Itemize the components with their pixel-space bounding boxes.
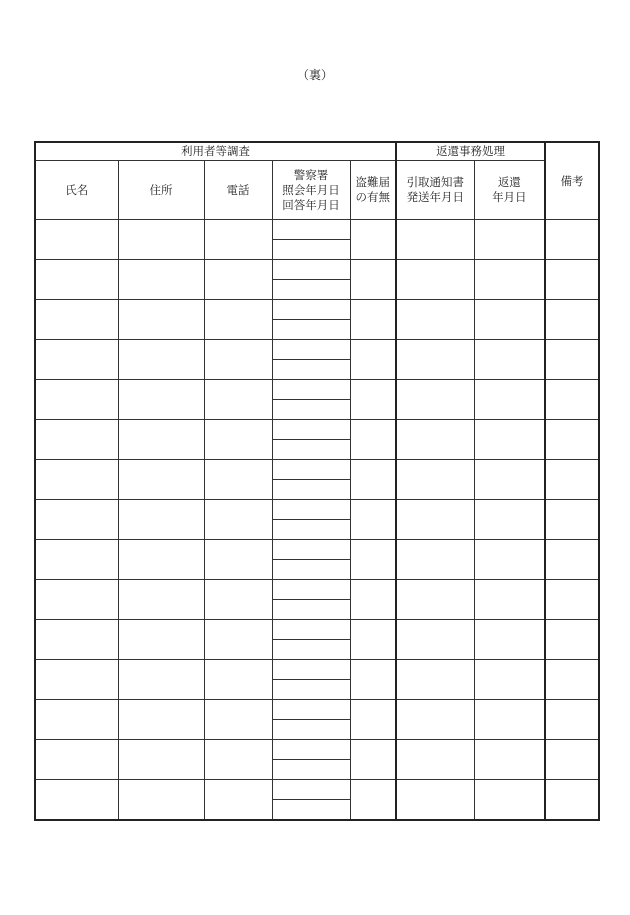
survey-group-header: 利用者等調査 xyxy=(35,142,396,161)
remarks-cell[interactable] xyxy=(545,380,599,420)
remarks-cell[interactable] xyxy=(545,700,599,740)
phone-cell[interactable] xyxy=(204,700,272,740)
return-date-header: 返還 年月日 xyxy=(474,161,545,220)
address-cell[interactable] xyxy=(118,260,204,300)
theft-report-cell[interactable] xyxy=(350,780,396,821)
table-row xyxy=(35,780,599,800)
table-row xyxy=(35,260,599,280)
phone-cell[interactable] xyxy=(204,220,272,260)
police-answer-date-cell[interactable] xyxy=(272,320,350,340)
remarks-cell[interactable] xyxy=(545,260,599,300)
police-answer-date-cell[interactable] xyxy=(272,440,350,460)
remarks-cell[interactable] xyxy=(545,660,599,700)
phone-cell[interactable] xyxy=(204,500,272,540)
police-inquiry-header: 警察署 照会年月日 回答年月日 xyxy=(272,161,350,220)
name-cell[interactable] xyxy=(35,500,118,540)
address-header: 住所 xyxy=(118,161,204,220)
theft-report-cell[interactable] xyxy=(350,420,396,460)
pickup-notice-date-cell[interactable] xyxy=(396,660,474,700)
phone-cell[interactable] xyxy=(204,740,272,780)
remarks-cell[interactable] xyxy=(545,340,599,380)
phone-cell[interactable] xyxy=(204,660,272,700)
table-row xyxy=(35,620,599,640)
name-header: 氏名 xyxy=(35,161,118,220)
address-cell[interactable] xyxy=(118,540,204,580)
table-row xyxy=(35,220,599,240)
phone-cell[interactable] xyxy=(204,380,272,420)
police-inquiry-date-cell[interactable] xyxy=(272,780,350,800)
remarks-cell[interactable] xyxy=(545,420,599,460)
pickup-notice-date-cell[interactable] xyxy=(396,420,474,460)
return-date-cell[interactable] xyxy=(474,460,545,500)
police-inquiry-date-cell[interactable] xyxy=(272,500,350,520)
address-cell[interactable] xyxy=(118,700,204,740)
return-date-cell[interactable] xyxy=(474,380,545,420)
name-cell[interactable] xyxy=(35,740,118,780)
address-cell[interactable] xyxy=(118,780,204,821)
name-cell[interactable] xyxy=(35,220,118,260)
name-cell[interactable] xyxy=(35,420,118,460)
theft-report-cell[interactable] xyxy=(350,700,396,740)
theft-report-cell[interactable] xyxy=(350,540,396,580)
pickup-notice-date-cell[interactable] xyxy=(396,340,474,380)
phone-cell[interactable] xyxy=(204,300,272,340)
remarks-cell[interactable] xyxy=(545,580,599,620)
address-cell[interactable] xyxy=(118,580,204,620)
police-answer-date-cell[interactable] xyxy=(272,720,350,740)
police-inquiry-date-cell[interactable] xyxy=(272,420,350,440)
police-answer-date-cell[interactable] xyxy=(272,640,350,660)
pickup-notice-date-cell[interactable] xyxy=(396,220,474,260)
name-cell[interactable] xyxy=(35,780,118,821)
address-cell[interactable] xyxy=(118,740,204,780)
group-header-row xyxy=(35,142,599,161)
phone-cell[interactable] xyxy=(204,780,272,821)
column-header-row xyxy=(35,161,599,220)
pickup-notice-date-cell[interactable] xyxy=(396,300,474,340)
return-date-cell[interactable] xyxy=(474,500,545,540)
name-cell[interactable] xyxy=(35,260,118,300)
police-answer-date-cell[interactable] xyxy=(272,600,350,620)
police-inquiry-date-cell[interactable] xyxy=(272,580,350,600)
theft-report-cell[interactable] xyxy=(350,260,396,300)
police-inquiry-date-cell[interactable] xyxy=(272,700,350,720)
table-row xyxy=(35,580,599,600)
remarks-cell[interactable] xyxy=(545,740,599,780)
table-row xyxy=(35,500,599,520)
address-cell[interactable] xyxy=(118,460,204,500)
theft-report-cell[interactable] xyxy=(350,220,396,260)
pickup-notice-date-cell[interactable] xyxy=(396,740,474,780)
remarks-cell[interactable] xyxy=(545,540,599,580)
phone-cell[interactable] xyxy=(204,340,272,380)
police-answer-date-cell[interactable] xyxy=(272,360,350,380)
remarks-cell[interactable] xyxy=(545,220,599,260)
pickup-notice-date-cell[interactable] xyxy=(396,580,474,620)
police-answer-date-cell[interactable] xyxy=(272,680,350,700)
name-cell[interactable] xyxy=(35,300,118,340)
police-answer-date-cell[interactable] xyxy=(272,760,350,780)
police-inquiry-date-cell[interactable] xyxy=(272,220,350,240)
theft-report-header: 盗難届 の有無 xyxy=(350,161,396,220)
table-row xyxy=(35,660,599,680)
remarks-cell[interactable] xyxy=(545,780,599,821)
table-row xyxy=(35,540,599,560)
police-answer-date-cell[interactable] xyxy=(272,480,350,500)
return-date-cell[interactable] xyxy=(474,220,545,260)
name-cell[interactable] xyxy=(35,620,118,660)
remarks-header: 備考 xyxy=(545,142,599,220)
pickup-notice-date-cell[interactable] xyxy=(396,460,474,500)
page-title: （裏） xyxy=(296,68,333,82)
police-inquiry-date-cell[interactable] xyxy=(272,660,350,680)
ledger-table xyxy=(34,141,600,821)
theft-report-cell[interactable] xyxy=(350,740,396,780)
police-answer-date-cell[interactable] xyxy=(272,800,350,821)
police-answer-date-cell[interactable] xyxy=(272,520,350,540)
address-cell[interactable] xyxy=(118,420,204,460)
phone-cell[interactable] xyxy=(204,620,272,660)
police-answer-date-cell[interactable] xyxy=(272,280,350,300)
pickup-notice-date-cell[interactable] xyxy=(396,500,474,540)
phone-cell[interactable] xyxy=(204,460,272,500)
return-date-cell[interactable] xyxy=(474,420,545,460)
return-date-cell[interactable] xyxy=(474,300,545,340)
police-inquiry-date-cell[interactable] xyxy=(272,540,350,560)
table-row xyxy=(35,740,599,760)
address-cell[interactable] xyxy=(118,620,204,660)
remarks-cell[interactable] xyxy=(545,460,599,500)
table-row xyxy=(35,460,599,480)
pickup-notice-date-cell[interactable] xyxy=(396,780,474,821)
address-cell[interactable] xyxy=(118,340,204,380)
table-row xyxy=(35,300,599,320)
police-inquiry-date-cell[interactable] xyxy=(272,260,350,280)
return-date-cell[interactable] xyxy=(474,580,545,620)
police-answer-date-cell[interactable] xyxy=(272,560,350,580)
return-date-cell[interactable] xyxy=(474,660,545,700)
remarks-cell[interactable] xyxy=(545,300,599,340)
pickup-notice-date-cell[interactable] xyxy=(396,700,474,740)
name-cell[interactable] xyxy=(35,700,118,740)
police-inquiry-date-cell[interactable] xyxy=(272,620,350,640)
theft-report-cell[interactable] xyxy=(350,660,396,700)
name-cell[interactable] xyxy=(35,460,118,500)
police-inquiry-date-cell[interactable] xyxy=(272,340,350,360)
return-group-header: 返還事務処理 xyxy=(396,142,545,161)
address-cell[interactable] xyxy=(118,220,204,260)
name-cell[interactable] xyxy=(35,380,118,420)
table-row xyxy=(35,340,599,360)
table-row xyxy=(35,700,599,720)
pickup-notice-date-cell[interactable] xyxy=(396,540,474,580)
police-answer-date-cell[interactable] xyxy=(272,240,350,260)
phone-header: 電話 xyxy=(204,161,272,220)
theft-report-cell[interactable] xyxy=(350,460,396,500)
remarks-cell[interactable] xyxy=(545,500,599,540)
pickup-notice-date-cell[interactable] xyxy=(396,380,474,420)
name-cell[interactable] xyxy=(35,540,118,580)
return-date-cell[interactable] xyxy=(474,740,545,780)
ledger-body xyxy=(35,220,599,821)
address-cell[interactable] xyxy=(118,500,204,540)
return-date-cell[interactable] xyxy=(474,260,545,300)
table-row xyxy=(35,380,599,400)
police-answer-date-cell[interactable] xyxy=(272,400,350,420)
name-cell[interactable] xyxy=(35,580,118,620)
pickup-notice-date-cell[interactable] xyxy=(396,620,474,660)
police-inquiry-date-cell[interactable] xyxy=(272,380,350,400)
theft-report-cell[interactable] xyxy=(350,620,396,660)
table-row xyxy=(35,420,599,440)
name-cell[interactable] xyxy=(35,660,118,700)
address-cell[interactable] xyxy=(118,660,204,700)
theft-report-cell[interactable] xyxy=(350,580,396,620)
police-inquiry-date-cell[interactable] xyxy=(272,460,350,480)
return-date-cell[interactable] xyxy=(474,620,545,660)
pickup-notice-date-cell[interactable] xyxy=(396,260,474,300)
pickup-notice-header: 引取通知書 発送年月日 xyxy=(396,161,474,220)
phone-cell[interactable] xyxy=(204,420,272,460)
return-date-cell[interactable] xyxy=(474,540,545,580)
phone-cell[interactable] xyxy=(204,260,272,300)
theft-report-cell[interactable] xyxy=(350,300,396,340)
phone-cell[interactable] xyxy=(204,540,272,580)
theft-report-cell[interactable] xyxy=(350,500,396,540)
phone-cell[interactable] xyxy=(204,580,272,620)
theft-report-cell[interactable] xyxy=(350,340,396,380)
return-date-cell[interactable] xyxy=(474,700,545,740)
address-cell[interactable] xyxy=(118,380,204,420)
theft-report-cell[interactable] xyxy=(350,380,396,420)
return-date-cell[interactable] xyxy=(474,780,545,821)
police-inquiry-date-cell[interactable] xyxy=(272,300,350,320)
address-cell[interactable] xyxy=(118,300,204,340)
name-cell[interactable] xyxy=(35,340,118,380)
remarks-cell[interactable] xyxy=(545,620,599,660)
return-date-cell[interactable] xyxy=(474,340,545,380)
police-inquiry-date-cell[interactable] xyxy=(272,740,350,760)
